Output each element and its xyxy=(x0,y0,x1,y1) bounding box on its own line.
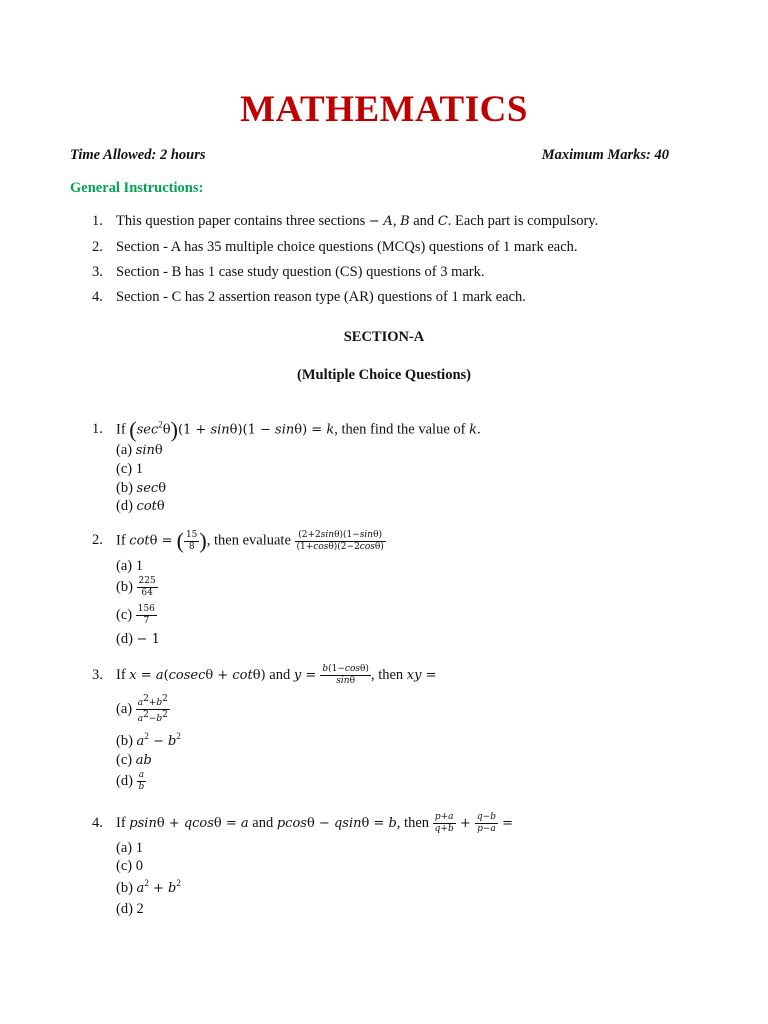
question-number: 1. xyxy=(92,421,103,438)
maximum-marks: Maximum Marks: 40 xyxy=(541,147,669,163)
question-number: 2. xyxy=(92,532,103,549)
general-instructions-heading: General Instructions: xyxy=(70,180,204,196)
option: (a) 1 xyxy=(116,840,143,856)
instruction-number: 3. xyxy=(92,264,103,280)
instruction-number: 2. xyxy=(92,239,103,255)
question-3: 3. If x = a(cosecθ + cotθ) and y = $\frac{b(1-\cos\theta)}{\sin\theta}$ , then xy = xyxy=(92,664,437,686)
question-2: 2. If cotθ = ( $\frac{15}{8}$ ), then evaluate $\frac{(2+2\sin\theta)(1-\sin\theta)}{(1+\cos\theta)(2-2\cos\theta)}$ xyxy=(92,528,384,553)
section-subtitle: (Multiple Choice Questions) xyxy=(297,367,471,383)
instruction-item: 3. Section - B has 1 case study question (CS) questions of 3 mark. xyxy=(92,264,485,280)
option: (a) 1 xyxy=(116,558,143,574)
question-4: 4. If psinθ + qcosθ = a and pcosθ − qsinθ = b, then $\frac{p+a}{q+b}$ + $\frac{q-b}{p-a}$ = xyxy=(92,812,513,834)
option: (c) $\frac{156}{7}$ xyxy=(116,604,155,626)
instruction-item: 4. Section - C has 2 assertion reason type (AR) questions of 1 mark each. xyxy=(92,289,526,305)
question-1: 1. If $(\sec^2\theta)(1 + \sin\theta)(1 - \sin\theta) = k$, then find the value of k. xyxy=(92,417,481,442)
time-allowed: Time Allowed: 2 hours xyxy=(70,147,206,163)
question-number: 3. xyxy=(92,666,103,683)
option: (d) cotθ xyxy=(116,498,165,514)
section-title: SECTION-A xyxy=(343,329,425,345)
page-title: MATHEMATICS xyxy=(240,89,528,130)
option: (c) 0 xyxy=(116,858,143,874)
option: (d) − 1 xyxy=(116,631,160,647)
instruction-item: 2. Section - A has 35 multiple choice questions (MCQs) questions of 1 mark each. xyxy=(92,239,578,255)
option: (b) $\frac{225}{64}$ xyxy=(116,576,156,598)
option: (b) $a^2 + b^2$ xyxy=(116,878,181,896)
option: (b) secθ xyxy=(116,480,167,496)
option: (d) $\frac{a}{b}$ xyxy=(116,770,145,792)
option: (a) sinθ xyxy=(116,442,163,458)
instruction-item: 1. This question paper contains three sections − A, B and C. Each part is compulsory. xyxy=(92,213,599,229)
option: (c) 1 xyxy=(116,461,143,477)
question-number: 4. xyxy=(92,814,103,831)
option: (b) $a^2 - b^2$ xyxy=(116,731,181,749)
instruction-number: 4. xyxy=(92,289,103,305)
option: (a) $\frac{a^2+b^2}{a^2-b^2}$ xyxy=(116,694,168,724)
instruction-number: 1. xyxy=(92,213,103,229)
option: (c) ab xyxy=(116,752,152,768)
option: (d) 2 xyxy=(116,901,144,917)
